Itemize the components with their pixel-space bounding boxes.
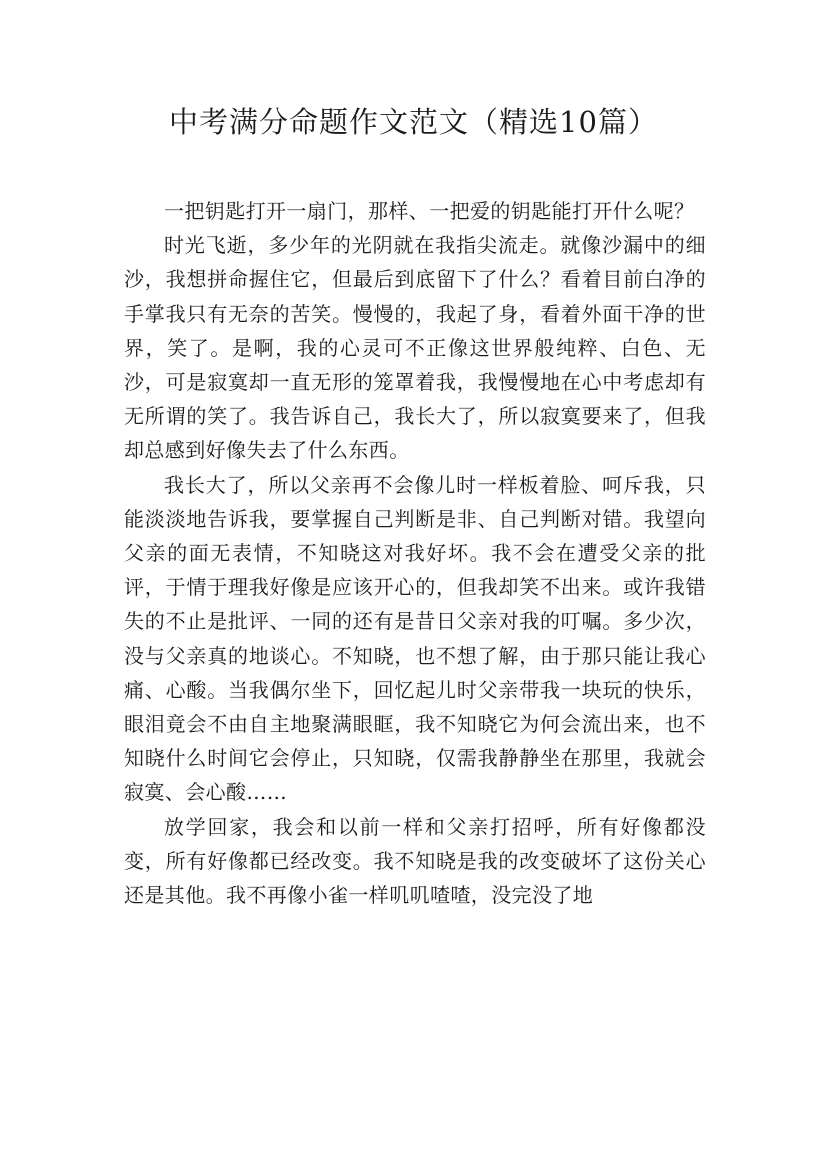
document-title: 中考满分命题作文范文（精选10篇） [169,105,658,139]
paragraph: 一把钥匙打开一扇门，那样、一把爱的钥匙能打开什么呢？ [164,199,695,223]
document-body [124,194,706,912]
paragraph: 放学回家，我会和以前一样和父亲打招呼，所有好像都没变，所有好像都已经改变。我不知晓是我的改变破坏了这份关心还是其他。我不再像小雀一样叽叽喳喳，没完没了地 [124,814,706,908]
paragraph: 我长大了，所以父亲再不会像儿时一样板着脸、呵斥我，只能淡淡地告诉我，要掌握自己判断是非、自己判断对错。我望向父亲的面无表情，不知晓这对我好坏。我不会在遭受父亲的批评，于情于理我好像是应该开心的，但我却笑不出来。或许我错失的不止是批评、一同的还有是昔日父亲对我的叮嘱。多少次，没与父亲真的地谈心。不知晓，也不想了解，由于那只能让我心痛、心酸。当我偶尔坐下，回忆起儿时父亲带我一块玩的快乐，眼泪竟会不由自主地聚满眼眶，我不知晓它为何会流出来，也不知晓什么时间它会停止，只知晓，仅需我静静坐在那里，我就会寂寞、会心酸…… [124,472,706,805]
paragraph: 时光飞逝，多少年的光阴就在我指尖流走。就像沙漏中的细沙，我想拼命握住它，但最后到底留下了什么？看着目前白净的手掌我只有无奈的苦笑。慢慢的，我起了身，看着外面干净的世界，笑了。是啊，我的心灵可不正像这世界般纯粹、白色、无沙，可是寂寞却一直无形的笼罩着我，我慢慢地在心中考虑却有无所谓的笑了。我告诉自己，我长大了，所以寂寞要来了，但我却总感到好像失去了什么东西。 [124,233,706,463]
